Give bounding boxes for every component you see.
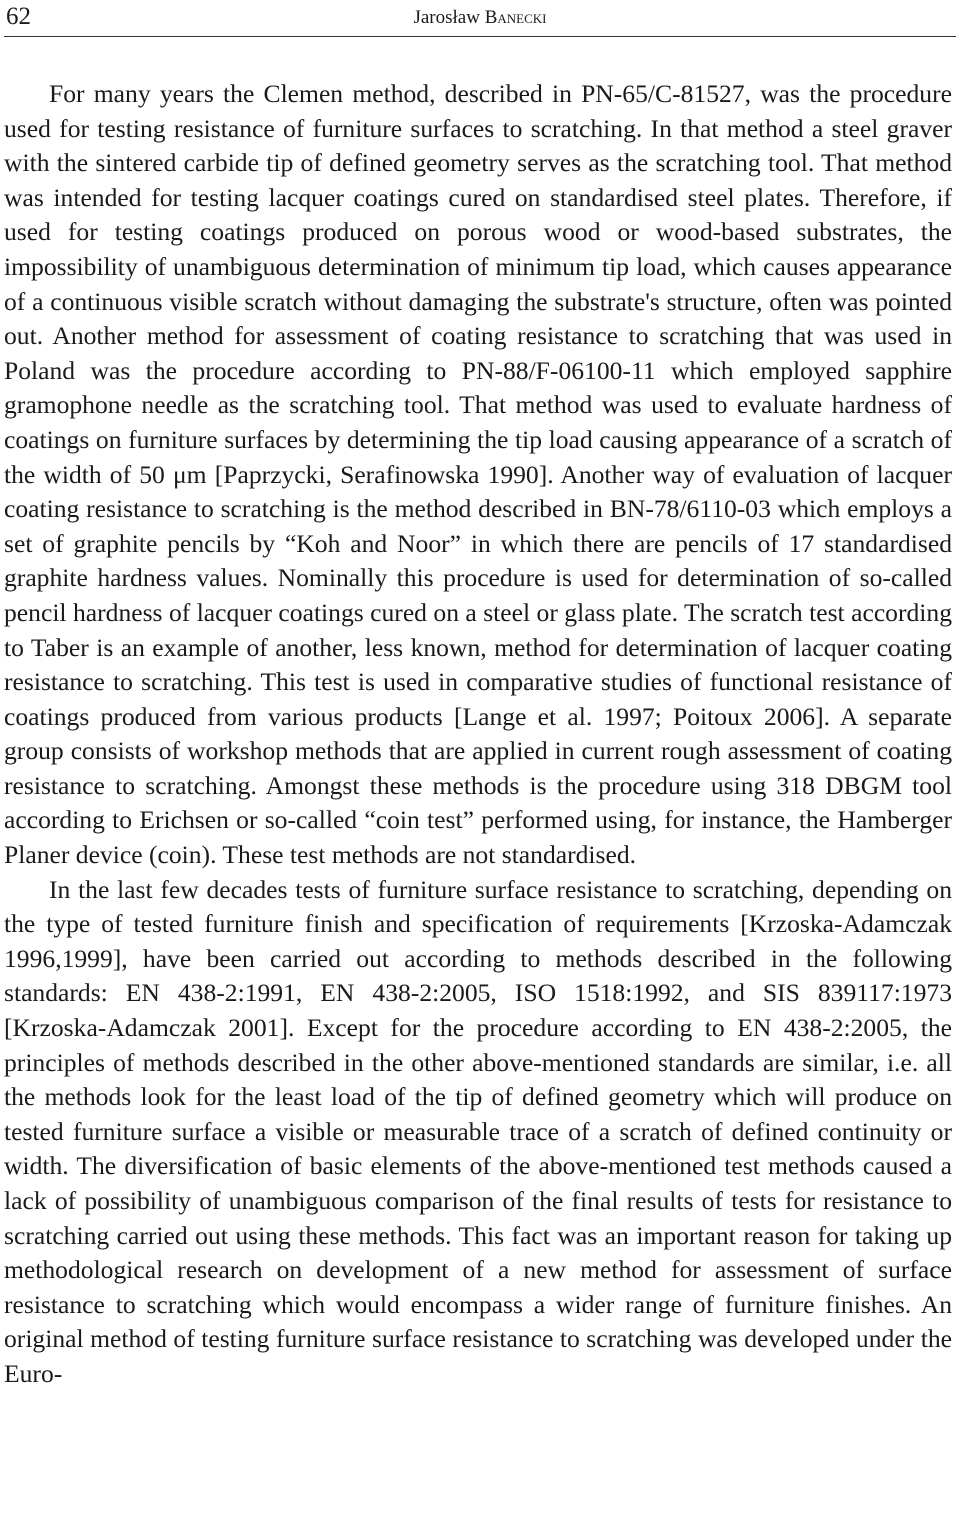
- running-header: [4, 0, 956, 37]
- paragraph-2: In the last few decades tests of furniture surface resistance to scratching, depending on the type of tested furniture finish and specification of requirements [Krzoska-Adamczak 1996,1999], have been carried out according to methods described in the following standards: EN 438-2:1991, EN 438-2:2005, ISO 1518:1992, and SIS 839117:1973 [Krzoska-Adamczak 2001]. Except for the procedure according to EN 438-2:2005, the principles of methods described in the other above-mentioned standards are similar, i.e. all the methods look for the least load of the tip of defined geometry which will produce on tested furniture surface a visible or measurable trace of a scratch of defined continuity or width. The diversification of basic elements of the above-mentioned test methods caused a lack of possibility of unambiguous comparison of the final results of tests for resistance to scratching carried out using these methods. This fact was an important reason for taking up methodological research on development of a new method for assessment of surface resistance to scratching which would encompass a wider range of furniture finishes. An original method of testing furniture surface resistance to scratching was developed under the Euro-: [4, 874, 952, 1388]
- running-head-author: [4, 6, 956, 30]
- author-last-name: Banecki: [484, 7, 547, 28]
- author-first-name: Jarosław: [413, 7, 480, 28]
- body-text: [4, 77, 952, 1392]
- paragraph-1: For many years the Clemen method, described in PN-65/C-81527, was the procedure used for testing resistance of furniture surfaces to scratching. In that method a steel graver with the sintered carbide tip of defined geometry serves as the scratching tool. That method was intended for testing lacquer coatings cured on standardised steel plates. Therefore, if used for testing coatings produced on porous wood or wood-based substrates, the impossibility of unambiguous determination of minimum tip load, which causes appearance of a continuous visible scratch without damaging the substrate's structure, often was pointed out. Another method for assessment of coating resistance to scratching that was used in Poland was the procedure according to PN-88/F-06100-11 which employed sapphire gramophone needle as the scratching tool. That method was used to evaluate hardness of coatings on furniture surfaces by determining the tip load causing appearance of a scratch of the width of 50 μm [Paprzycki, Serafinowska 1990]. Another way of evaluation of lacquer coating resistance to scratching is the method described in BN-78/6110-03 which employs a set of graphite pencils by “Koh and Noor” in which there are pencils of 17 standardised graphite hardness values. Nominally this procedure is used for determination of so-called pencil hardness of lacquer coatings cured on a steel or glass plate. The scratch test according to Taber is an example of another, less known, method for determination of lacquer coating resistance to scratching. This test is used in comparative studies of functional resistance of coatings produced from various products [Lange et al. 1997; Poitoux 2006]. A separate group consists of workshop methods that are applied in current rough assessment of coating resistance to scratching. Amongst these methods is the procedure using 318 DBGM tool according to Erichsen or so-called “coin test” performed using, for instance, the Hamberger Planer device (coin). These test methods are not standardised.: [4, 79, 952, 870]
- page-number: 62: [6, 3, 31, 30]
